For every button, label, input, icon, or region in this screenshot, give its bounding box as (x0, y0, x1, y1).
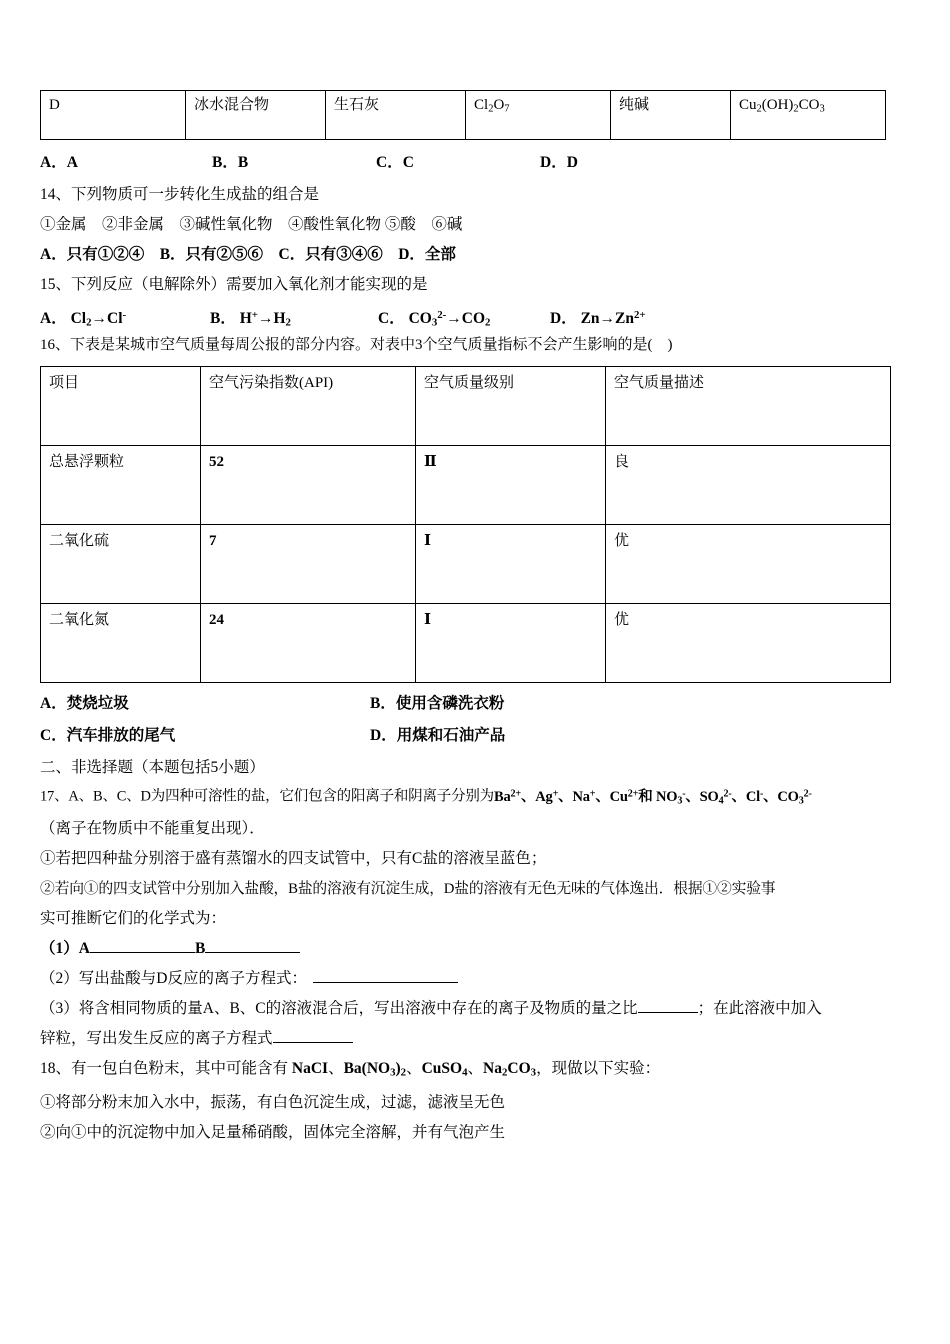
q17-sub3-text-a: （3）将含相同物质的量A、B、C的溶液混合后，写出溶液中存在的离子及物质的量之比 (40, 1000, 638, 1018)
aq-header-desc: 空气质量描述 (606, 367, 891, 446)
aq-row1-level: Ⅰ (416, 525, 606, 604)
q18-stem: 18、有一包白色粉末，其中可能含有 NaCI、$Ba(NO_3)_2$、CuSO$_4$、$Na_2CO_3$，现做以下实验： (40, 1060, 661, 1079)
aq-row0-desc: 良 (606, 446, 891, 525)
q16-option-a[interactable]: A．焚烧垃圾 (40, 695, 129, 712)
question-16 (40, 330, 910, 755)
q17-answer-blank-b[interactable] (205, 939, 300, 953)
aq-row1-item: 二氧化硫 (41, 525, 201, 604)
question-15 (40, 270, 910, 330)
q17-answer-blank-a[interactable] (90, 939, 195, 953)
table-row (41, 604, 891, 683)
table-cell-mixture: 冰水混合物 (186, 91, 326, 140)
q18-line-2: ②向①中的沉淀物中加入足量稀硝酸，固体完全溶解，并有气泡产生 (40, 1123, 506, 1141)
table-cell-cl2o7: $Cl_2O_7$ (466, 91, 611, 140)
q14-options[interactable]: A．只有①②④ B．只有②⑤⑥ C．只有③④⑥ D．全部 (40, 246, 456, 263)
q15-options-row (40, 300, 910, 330)
q15-option-c[interactable]: C． $CO_3^{2-}\to CO_2$ (378, 309, 491, 329)
q17-sub-3-line-1 (40, 994, 910, 1024)
table-row (41, 91, 886, 140)
question-14 (40, 180, 910, 270)
aq-row1-api: 7 (201, 525, 416, 604)
q13-option-a[interactable]: A．A (40, 154, 78, 171)
q17-line-2: （离子在物质中不能重复出现）． (40, 820, 265, 838)
q16-option-d[interactable]: D．用煤和石油产品 (370, 727, 506, 744)
q18-line-1: ①将部分粉末加入水中，振荡，有白色沉淀生成，过滤，滤液呈无色 (40, 1093, 506, 1111)
aq-row0-level: Ⅱ (416, 446, 606, 525)
q17-line-3: ①若把四种盐分别溶于盛有蒸馏水的四支试管中，只有C盐的溶液呈蓝色； (40, 850, 547, 868)
q15-option-b[interactable]: B． $H^+\to H_2$ (210, 309, 291, 329)
q17-answer-blank-d[interactable] (638, 999, 698, 1013)
q17-sub1-label-b: B (194, 940, 206, 958)
q17-sub-2 (40, 964, 910, 994)
question-18 (40, 1054, 910, 1148)
q13-option-d[interactable]: D．D (540, 154, 578, 171)
q15-option-d[interactable]: D． $Zn\to Zn^{2+}$ (550, 309, 646, 327)
aq-row2-level: Ⅰ (416, 604, 606, 683)
table-cell-malachite: $Cu_2(OH)_2CO_3$ (731, 91, 886, 140)
q17-sub-1 (40, 934, 910, 964)
q13-options-row (40, 150, 910, 180)
section-2-heading: 二、非选择题（本题包括5小题） (40, 759, 265, 776)
q17-sub3-text-b: ；在此溶液中加入 (697, 1000, 822, 1018)
aq-row0-item: 总悬浮颗粒 (41, 446, 201, 525)
q16-option-b[interactable]: B．使用含磷洗衣粉 (370, 695, 505, 712)
q14-items: ①金属 ②非金属 ③碱性氧化物 ④酸性氧化物 ⑤酸 ⑥碱 (40, 216, 463, 233)
q15-option-a[interactable]: A． $Cl_2\to Cl^-$ (40, 309, 127, 329)
table-cell-quicklime: 生石灰 (326, 91, 466, 140)
aq-row1-desc: 优 (606, 525, 891, 604)
q16-stem: 16、下表是某城市空气质量每周公报的部分内容。对表中3个空气质量指标不会产生影响的是( ) (40, 337, 673, 353)
aq-row2-api: 24 (201, 604, 416, 683)
q13-option-b[interactable]: B．B (212, 154, 249, 171)
table-row (41, 446, 891, 525)
question-17 (40, 781, 910, 1054)
table-row (41, 525, 891, 604)
aq-header-api: 空气污染指数(API) (201, 367, 416, 446)
aq-row2-desc: 优 (606, 604, 891, 683)
table-cell-row-label: D (41, 91, 186, 140)
q16-options-row-2 (40, 723, 910, 755)
q17-sub2-label: （2）写出盐酸与D反应的离子方程式： (40, 970, 307, 988)
aq-header-level: 空气质量级别 (416, 367, 606, 446)
q15-stem: 15、下列反应（电解除外）需要加入氧化剂才能实现的是 (40, 276, 428, 293)
q16-option-c[interactable]: C．汽车排放的尾气 (40, 727, 176, 744)
q17-line-4: ②若向①的四支试管中分别加入盐酸，B盐的溶液有沉淀生成，D盐的溶液有无色无味的气体逸出．根据①②实验事 (40, 881, 776, 898)
q16-options-row-1 (40, 691, 910, 723)
q14-stem: 14、下列物质可一步转化生成盐的组合是 (40, 186, 320, 203)
table-cell-soda: 纯碱 (611, 91, 731, 140)
aq-row0-api: 52 (201, 446, 416, 525)
q17-answer-blank-e[interactable] (273, 1029, 353, 1043)
q13-option-c[interactable]: C．C (376, 154, 414, 171)
table-header-row (41, 367, 891, 446)
top-margin-spacer (40, 0, 910, 90)
q17-sub-3-line-2 (40, 1024, 910, 1054)
air-quality-table (40, 366, 891, 683)
q17-line-1: 17、A、B、C、D为四种可溶性的盐，它们包含的阳离子和阴离子分别为$Ba^{2+}$、Ag+、Na+、$Cu^{2+}$和 $NO_3^-$、$SO_4^{2-}$、Cl-、$CO_3^{2-}$ (40, 788, 812, 807)
aq-row2-item: 二氧化氮 (41, 604, 201, 683)
q17-answer-blank-c[interactable] (313, 969, 458, 983)
q17-line-5: 实可推断它们的化学式为： (40, 910, 227, 928)
aq-header-item: 项目 (41, 367, 201, 446)
substance-classification-table (40, 90, 886, 140)
q17-sub1-label-a: （1）A (40, 940, 90, 958)
q17-sub3-text-c: 锌粒，写出发生反应的离子方程式 (40, 1030, 273, 1048)
